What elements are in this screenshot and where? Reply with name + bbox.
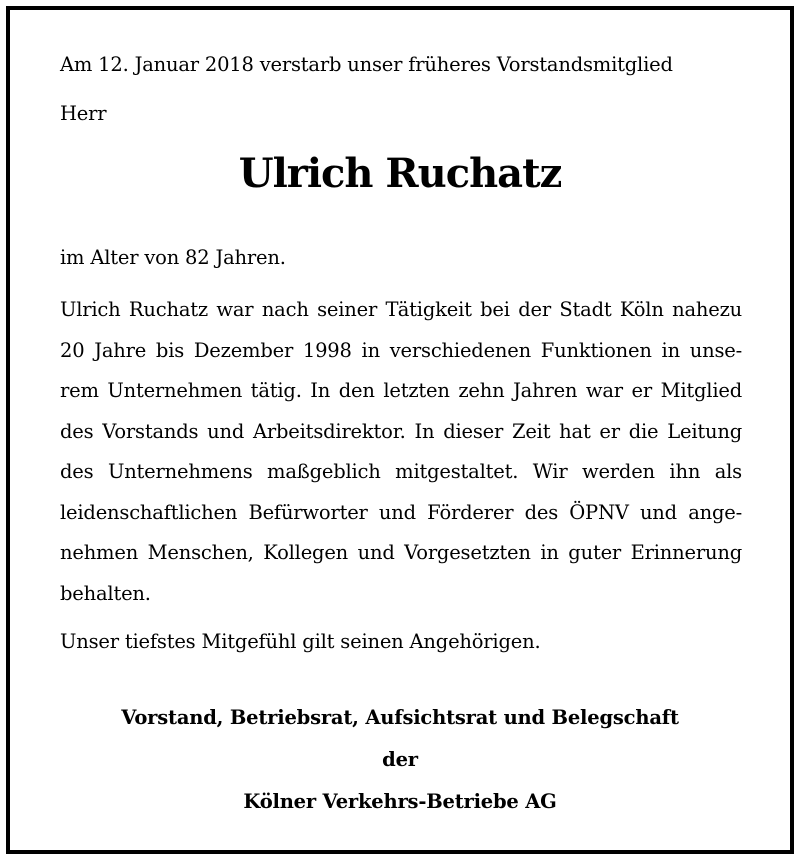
condolence-text: Unser tiefstes Mitgefühl gilt seinen Angehörigen. xyxy=(60,630,541,653)
salutation-text: Herr xyxy=(60,102,107,125)
biography-line: 20 Jahre bis Dezember 1998 in verschiedenen Funktionen in unse- xyxy=(60,338,742,362)
deceased-name: Ulrich Ruchatz xyxy=(238,150,562,197)
intro-text: Am 12. Januar 2018 verstarb unser früheres Vorstandsmitglied xyxy=(60,53,673,76)
obituary-frame xyxy=(6,6,794,854)
signature-company: Kölner Verkehrs-Betriebe AG xyxy=(243,790,557,813)
biography-paragraph xyxy=(60,290,742,614)
biography-line: rem Unternehmen tätig. In den letzten zehn Jahren war er Mitglied xyxy=(60,379,742,402)
biography-line: des Unternehmens maßgeblich mitgestaltet. Wir werden ihn als xyxy=(60,460,742,483)
biography-line: behalten. xyxy=(60,581,151,605)
biography-line: Ulrich Ruchatz war nach seiner Tätigkeit bei der Stadt Köln nahezu xyxy=(60,298,742,321)
biography-line: nehmen Menschen, Kollegen und Vorgesetzten in guter Erinnerung xyxy=(60,541,742,564)
biography-line: leidenschaftlichen Befürworter und Förderer des ÖPNV und ange- xyxy=(60,500,742,524)
age-text: im Alter von 82 Jahren. xyxy=(60,246,286,269)
signature-line-2: der xyxy=(382,748,418,771)
signature-line-1: Vorstand, Betriebsrat, Aufsichtsrat und Belegschaft xyxy=(121,706,679,729)
biography-line: des Vorstands und Arbeitsdirektor. In dieser Zeit hat er die Leitung xyxy=(60,419,742,443)
